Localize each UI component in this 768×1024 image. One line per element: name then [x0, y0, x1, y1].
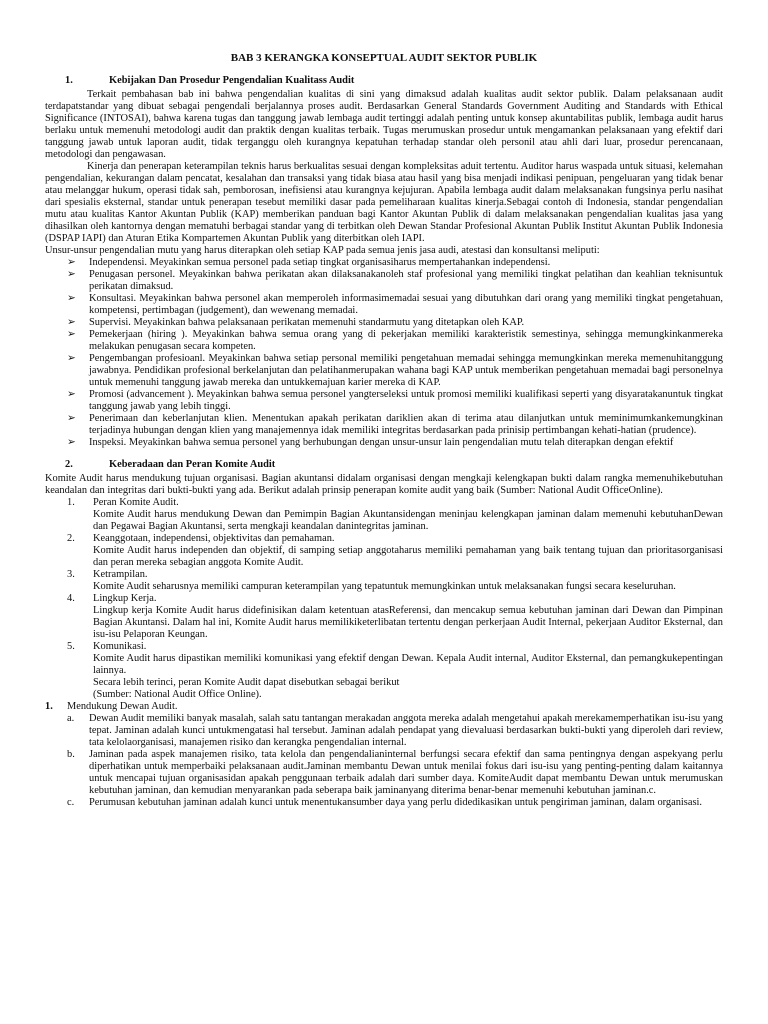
- arrow-bullet-icon: ➢: [67, 269, 76, 280]
- arrow-bullet-icon: ➢: [67, 389, 76, 400]
- item-title: Komunikasi.: [93, 641, 147, 652]
- numbered-item: [45, 569, 723, 593]
- item-text: Secara lebih terinci, peran Komite Audit dapat disebutkan sebagai berikut: [93, 677, 400, 688]
- arrow-bullet-icon: ➢: [67, 437, 76, 448]
- item-text: Perumusan kebutuhan jaminan adalah kunci untuk menentukansumber daya yang perlu didedikasikan untuk pengiriman jaminan, dalam organisasi.: [89, 797, 702, 808]
- bullet-text: Promosi (advancement ). Meyakinkan bahwa semua personel yangterseleksi untuk promosi memiliki kualifikasi seperti yang disyaratakanuntuk tingkat tanggung jawab yang lebih tinggi.: [89, 389, 723, 412]
- paragraph: Terkait pembahasan bab ini bahwa pengendalian kualitas di sini yang dimaksud adalah kualitas audit sektor publik. Dalam pelaksanaan audit terdapatstandar yang dibuat sebagai pengendali berjalannya proses audit. Berdasarkan General Standards Government Auditing and Standards with Ethical Significance (INTOSAI), bahwa karena tugas dan tanggung jawab lembaga audit tertinggi adalah penting untuk konsep akuntabilitas publik, lembaga audit harus berlaku untuk memenuhi metodologi audit dan praktik dengan kualitas terbaik. Tugas merumuskan prosedur untuk mengamankan pelaksanaan yang efektif dari tanggung jawab untuk laporan audit, tidak terganggu oleh kurangnya kepatuhan terhadap standar oleh personil atau ahli dari luar, prosedur perencanaan, metodologi dan pengawasan.: [45, 89, 723, 160]
- arrow-bullet-icon: ➢: [67, 413, 76, 424]
- item-text: (Sumber: National Audit Office Online).: [93, 689, 262, 700]
- item-number: 3.: [67, 569, 75, 580]
- section-number: 1.: [65, 75, 73, 86]
- paragraph: Kinerja dan penerapan keterampilan teknis harus berkualitas sesuai dengan kompleksitas aduit tertentu. Auditor harus waspada untuk situasi, kelemahan pengendalian, kekurangan dalam pencatat, kesalahan dan transaksi yang tidak biasa atau hasil yang bisa menjadi indikasi penipuan, pengeluaran yang tidak benar atau melanggar hukum, operasi tidak sah, pemborosan, inefisiensi atau kurangnya kejujuran. Apabila lembaga audit dalam melaksanakan fungsinya perlu nasihat dari spesialis eksternal, standar untuk penerapan tesebut memiliki dasar pada pemeliharaan kualitas kinerja.Sebagai contoh di Indonesia, standar pengendalian mutu atau kualitas Kantor Akuntan Publik (KAP) memberikan panduan bagi Kantor Akuntan Publik di dalam melaksanakan pengendalian kualitas jasa yang dihasilkan oleh kantornya dengan mematuhi berbagai standar yang di terbitkan oleh Dewan Standar Profesional Akuntan Publik Institut Akuntan Publik Indonesia (DSPAP IAPI) dan Aturan Etika Kompartemen Akuntan Publik yang diterbitkan oleh IAPI.: [45, 161, 723, 244]
- item-text: Komite Audit harus independen dan objektif, di samping setiap anggotaharus memiliki pemahaman yang baik tentang tujuan dan prioritasorganisasi dan peran mereka sebagian anggota Komite Audit.: [93, 545, 723, 568]
- bullet-item: [45, 269, 723, 293]
- bullet-item: [45, 329, 723, 353]
- lettered-item: [45, 713, 723, 749]
- paragraph: Unsur-unsur pengendalian mutu yang harus diterapkan oleh setiap KAP pada semua jenis jasa audi, atestasi dan konsultansi meliputi:: [45, 245, 600, 256]
- numbered-item: [45, 533, 723, 569]
- bullet-item: [45, 257, 723, 269]
- item-text: Jaminan pada aspek manajemen risiko, tata kelola dan pengendalianinternal berfungsi secara efektif dan sama pentingnya dengan aspekyang perlu diperhatikan untuk memperbaiki pelaksanaan audit.Jaminan membantu Dewan untuk menilai fokus dari isu-isu yang penting-penting dalam kaitannya untuk mencapai tujuan organisasidan apakah penggunaan terbaik adalah dari sumber daya. KomiteAudit dapat membantu Dewan untuk merumuskan kebutuhan jaminan, dan kemudian menyarankan pada seberapa baik jaminanyang diterima benar-benar memenuhi kebutuhan jaminan.c.: [89, 749, 723, 796]
- item-title: Ketrampilan.: [93, 569, 148, 580]
- bullet-text: Inspeksi. Meyakinkan bahwa semua personel yang berhubungan dengan unsur-unsur lain pengendalian mutu telah diterapkan dengan efektif: [89, 437, 674, 448]
- item-number: 5.: [67, 641, 75, 652]
- section-title: Kebijakan Dan Prosedur Pengendalian Kualitass Audit: [109, 75, 355, 86]
- bullet-item: [45, 317, 723, 329]
- page-title: BAB 3 KERANGKA KONSEPTUAL AUDIT SEKTOR PUBLIK: [230, 52, 538, 64]
- bullet-text: Pemekerjaan (hiring ). Meyakinkan bahwa semua orang yang di pekerjakan memiliki karakteristik semestinya, sehingga memungkinkanmereka melakukan penugasan secara kompeten.: [89, 329, 723, 352]
- item-body: [93, 569, 723, 593]
- item-title: Keanggotaan, independensi, objektivitas dan pemahaman.: [93, 533, 335, 544]
- arrow-bullet-icon: ➢: [67, 317, 76, 328]
- bullet-text: Supervisi. Meyakinkan bahwa pelaksanaan perikatan memenuhi standarmutu yang ditetapkan oleh KAP.: [89, 317, 525, 328]
- lettered-item: [45, 749, 723, 797]
- item-text: Komite Audit harus mendukung Dewan dan Pemimpin Bagian Akuntansidengan meninjau kelengkapan jaminan dalam memenuhi kebutuhanDewan dan Pegawai Bagian Akuntansi, serta mengkaji keandalan danintegritas jaminan.: [93, 509, 723, 532]
- numbered-item: [45, 497, 723, 533]
- item-letter: a.: [67, 713, 75, 724]
- lettered-list: [45, 713, 723, 809]
- bullet-item: [45, 293, 723, 317]
- item-body: [93, 593, 723, 641]
- numbered-item: [45, 593, 723, 641]
- item-text: Lingkup kerja Komite Audit harus didefinisikan dalam ketentuan atasReferensi, dan mencakup semua kebutuhan jaminan dari Dewan dan Pimpinan Bagian Akuntansi. Dalam hal ini, Komite Audit harus memilikiketerlibatan tertentu dengan perkerjaan Audit Internal, pekerjaan Auditor Eksternal, dan isu-isu Pelaporan Keungan.: [93, 605, 723, 640]
- item-title: Peran Komite Audit.: [93, 497, 179, 508]
- subsection-number: 1.: [45, 701, 53, 712]
- section-title: Keberadaan dan Peran Komite Audit: [109, 459, 276, 470]
- bullet-item: [45, 353, 723, 389]
- item-letter: b.: [67, 749, 75, 760]
- section-1-heading: [45, 75, 723, 87]
- lettered-item: [45, 797, 723, 809]
- item-body: [93, 497, 723, 533]
- item-text: Komite Audit seharusnya memiliki campuran keterampilan yang tepatuntuk memungkinkan untuk melaksanakan fungsi secara keseluruhan.: [93, 581, 676, 592]
- section-2-heading: [45, 459, 723, 471]
- bullet-text: Penerimaan dan keberlanjutan klien. Menentukan apakah perikatan dariklien akan di terima atau dilanjutkan untuk meminimumkankemungkinan terjadinya hubungan dengan klien yang manajemennya idak memiliki integritas berdasarkan pada prinisip pertimbangan kehati-hatian (prudence).: [89, 413, 723, 436]
- arrow-bullet-icon: ➢: [67, 329, 76, 340]
- item-number: 4.: [67, 593, 75, 604]
- bullet-text: Penugasan personel. Meyakinkan bahwa perikatan akan dilaksanakanoleh staf profesional yang memiliki tingkat pelatihan dan keahlian teknisuntuk perikatan dimaksud.: [89, 269, 723, 292]
- item-body: [93, 641, 723, 701]
- bullet-text: Konsultasi. Meyakinkan bahwa personel akan memperoleh informasimemadai sesuai yang dibutuhkan dari orang yang memiliki tingkat pengetahuan, kompetensi, pertimbagan (judgement), dan wewenang memadai.: [89, 293, 723, 316]
- arrow-bullet-icon: ➢: [67, 257, 76, 268]
- subsection-title: Mendukung Dewan Audit.: [67, 701, 178, 712]
- bullet-text: Independensi. Meyakinkan semua personel pada setiap tingkat organisasiharus mempertahankan independensi.: [89, 257, 551, 268]
- item-number: 2.: [67, 533, 75, 544]
- arrow-bullet-icon: ➢: [67, 293, 76, 304]
- arrow-bullet-icon: ➢: [67, 353, 76, 364]
- item-title: Lingkup Kerja.: [93, 593, 157, 604]
- item-body: [93, 533, 723, 569]
- bullet-item: [45, 437, 723, 449]
- subsection-heading: [45, 701, 723, 713]
- bullet-item: [45, 413, 723, 437]
- numbered-list: [45, 497, 723, 701]
- paragraph: Komite Audit harus mendukung tujuan organisasi. Bagian akuntansi didalam organisasi dengan mengkaji kelengkapan bukti dalam rangka memenuhikebutuhan keandalan dan integritas dari bukti-bukti yang ada. Berikut adalah prinsip penerapan komite audit yang baik (Sumber: National Audit OfficeOnline).: [45, 473, 723, 496]
- item-letter: c.: [67, 797, 75, 808]
- item-number: 1.: [67, 497, 75, 508]
- item-text: Komite Audit harus dipastikan memiliki komunikasi yang efektif dengan Dewan. Kepala Audit internal, Auditor Eksternal, dan pemangkukepentingan lainnya.: [93, 653, 723, 676]
- numbered-item: [45, 641, 723, 701]
- bullet-text: Pengembangan profesioanl. Meyakinkan bahwa setiap personal memiliki pengetahuan memadai sehingga memungkinkan mereka memenuhitanggung jawabnya. Pendidikan profesional berkelanjutan dan pelatihanmerupakan wahana bagi KAP untuk memberikan pengetahuan memadai bagi personelnya untuk memenuhi tanggung jawab mereka dan untukkemajuan karier mereka di KAP.: [89, 353, 723, 388]
- bullet-list: [45, 257, 723, 449]
- item-text: Dewan Audit memiliki banyak masalah, salah satu tantangan merakadan anggota mereka adalah mengetahui apakah merekamemperhatikan isu-isu yang tepat. Jaminan adalah kunci untukmengatasi hal tersebut. Jaminan adalah pendapat yang dievaluasi berdasarkan bukti-bukti yang diperoleh dari review, tata kelolaorganisasi, manajemen risiko dan kerangka pengendalian internal.: [89, 713, 723, 748]
- bullet-item: [45, 389, 723, 413]
- section-number: 2.: [65, 459, 73, 470]
